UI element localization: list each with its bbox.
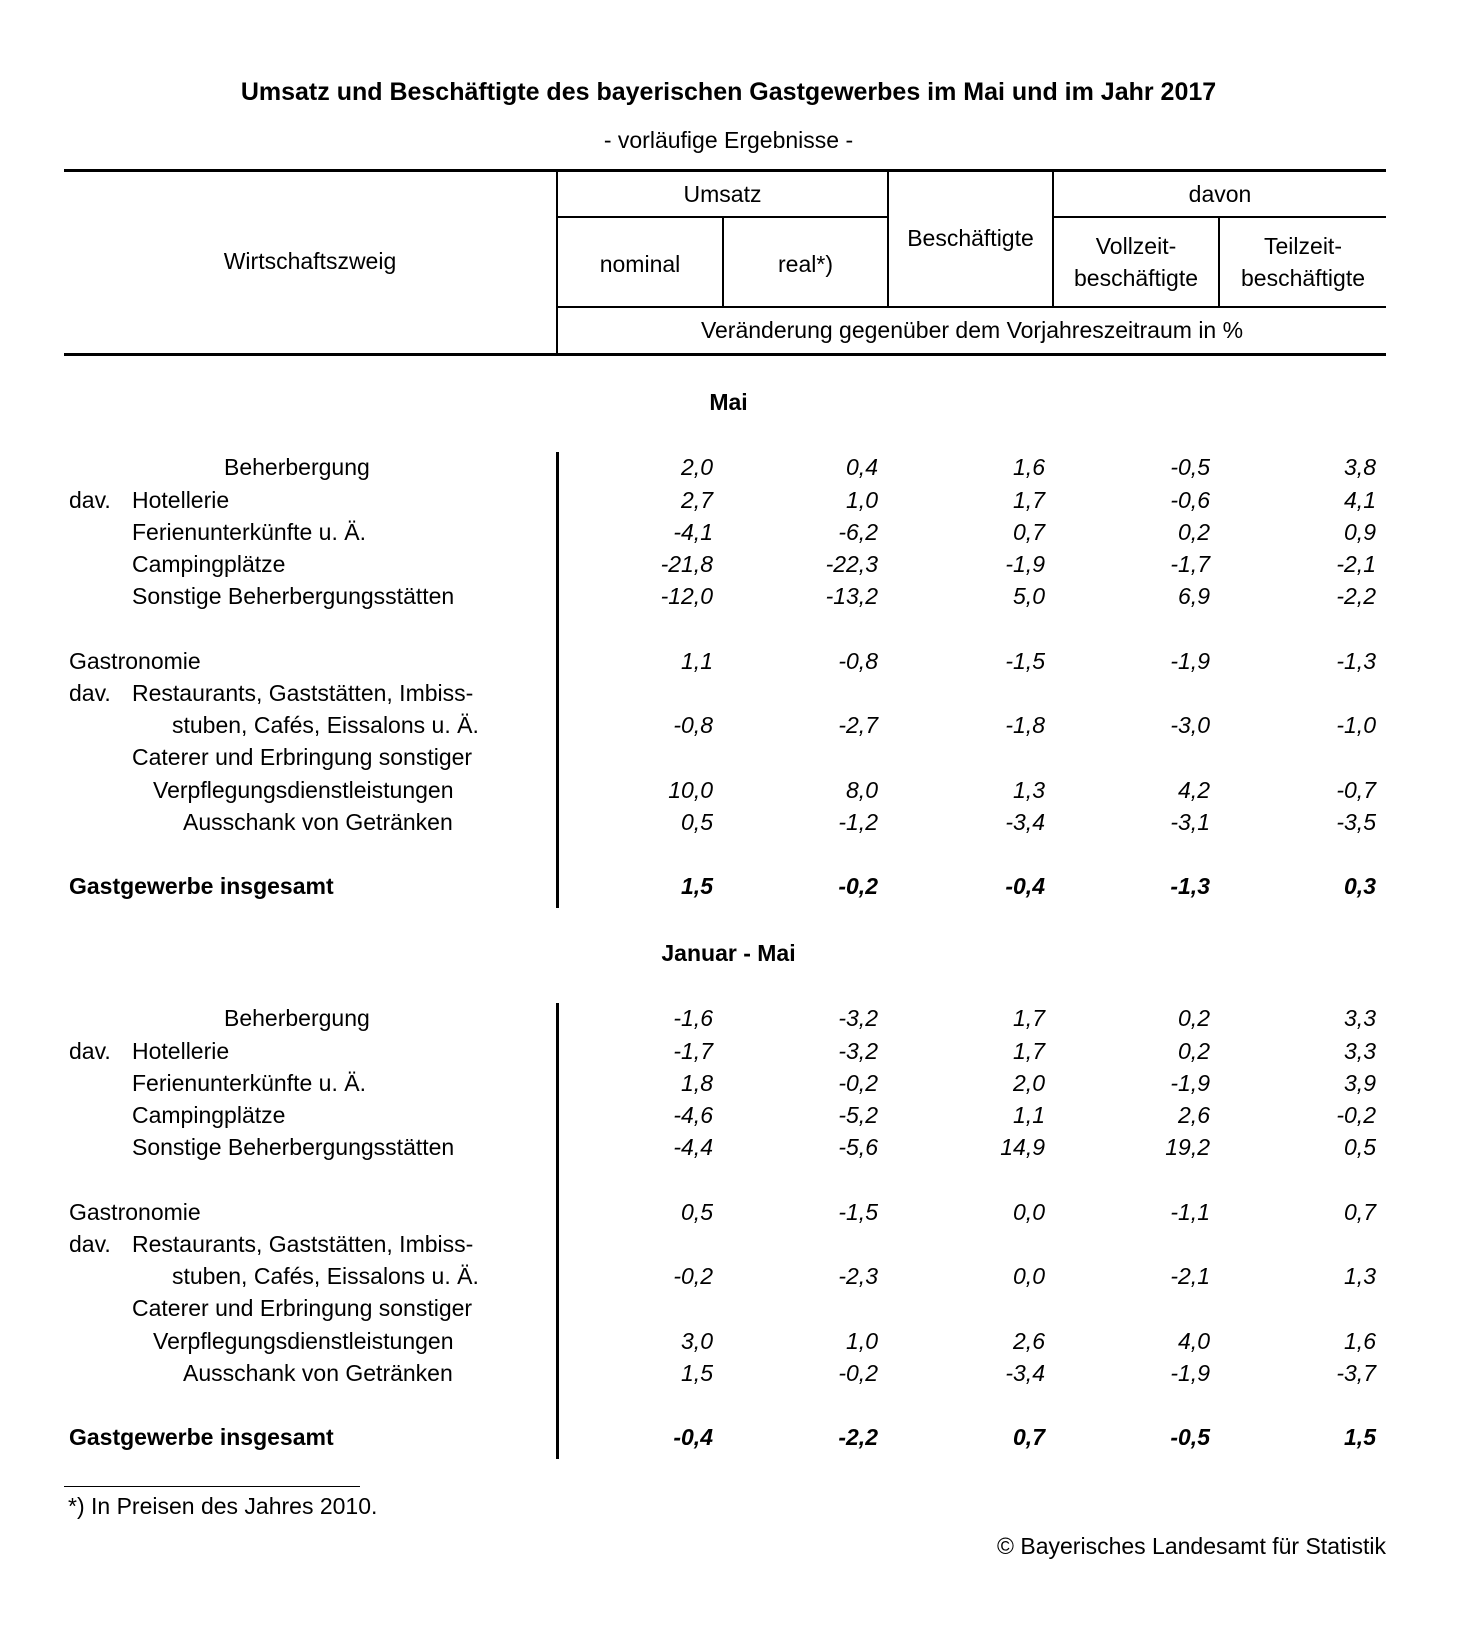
cell-value: -3,5: [1336, 809, 1376, 835]
cell-value: -0,7: [1336, 777, 1376, 803]
cell-value: 3,3: [1344, 1038, 1376, 1064]
cell-value: -1,7: [1170, 551, 1210, 577]
cell-value: 0,5: [681, 809, 713, 835]
cell-value: -3,2: [838, 1038, 878, 1064]
cell-value: 19,2: [1165, 1134, 1210, 1160]
cell-value-total: -1,3: [1170, 873, 1210, 899]
cell-value: -1,0: [1336, 712, 1376, 738]
header-vollzeit-line2: beschäftigte: [1073, 265, 1199, 291]
row-prefix: dav.: [69, 680, 111, 706]
cell-value: 1,6: [1344, 1328, 1376, 1354]
row-label: Ferienunterkünfte u. Ä.: [132, 1070, 366, 1096]
section-heading-mai: Mai: [709, 389, 748, 415]
row-label: Restaurants, Gaststätten, Imbiss-: [132, 1231, 474, 1257]
cell-value-total: -0,4: [673, 1424, 713, 1450]
cell-value: 1,8: [681, 1070, 713, 1096]
row-label: Hotellerie: [132, 1038, 230, 1064]
cell-value: -2,3: [838, 1263, 878, 1289]
cell-value: -1,9: [1170, 1070, 1210, 1096]
header-sector: Wirtschaftszweig: [223, 248, 397, 274]
header-unit: Veränderung gegenüber dem Vorjahreszeitraum in %: [700, 317, 1244, 343]
cell-value: -6,2: [838, 519, 878, 545]
cell-value: 3,3: [1344, 1005, 1376, 1031]
cell-value: 1,0: [846, 487, 878, 513]
cell-value: -13,2: [825, 583, 878, 609]
header-bottom-rule: [64, 353, 1386, 356]
cell-value: 0,2: [1178, 519, 1210, 545]
cell-value-total: -0,4: [1005, 873, 1045, 899]
cell-value: -4,6: [673, 1102, 713, 1128]
cell-value: 6,9: [1178, 583, 1210, 609]
cell-value-total: 0,7: [1013, 1424, 1045, 1450]
cell-value: 1,6: [1013, 454, 1045, 480]
cell-value: -0,2: [838, 1070, 878, 1096]
cell-value: -1,9: [1005, 551, 1045, 577]
page-subtitle: - vorläufige Ergebnisse -: [603, 127, 854, 153]
cell-value: 1,0: [846, 1328, 878, 1354]
cell-value: -3,4: [1005, 1360, 1045, 1386]
row-prefix: dav.: [69, 1038, 111, 1064]
cell-value: 4,0: [1178, 1328, 1210, 1354]
cell-value: -3,1: [1170, 809, 1210, 835]
cell-value: -1,9: [1170, 1360, 1210, 1386]
header-umsatz: Umsatz: [683, 181, 762, 207]
cell-value: 3,0: [681, 1328, 713, 1354]
cell-value-total: 1,5: [1344, 1424, 1376, 1450]
row-label: Gastronomie: [69, 648, 201, 674]
cell-value: -2,1: [1170, 1263, 1210, 1289]
cell-value: -5,2: [838, 1102, 878, 1128]
row-label-cont: stuben, Cafés, Eissalons u. Ä.: [172, 712, 479, 738]
cell-value: 0,0: [1013, 1199, 1045, 1225]
body-divider-mai: [556, 452, 559, 908]
cell-value: 1,1: [1013, 1102, 1045, 1128]
cell-value: 0,5: [681, 1199, 713, 1225]
cell-value: -3,0: [1170, 712, 1210, 738]
cell-value: -1,1: [1170, 1199, 1210, 1225]
row-prefix: dav.: [69, 487, 111, 513]
cell-value: -0,8: [838, 648, 878, 674]
section-heading-januar-mai: Januar - Mai: [661, 940, 796, 966]
cell-value: 10,0: [668, 777, 713, 803]
cell-value: 1,3: [1344, 1263, 1376, 1289]
cell-value: 3,8: [1344, 454, 1376, 480]
cell-value: 0,2: [1178, 1005, 1210, 1031]
cell-value-total: -0,5: [1170, 1424, 1210, 1450]
cell-value: -0,2: [1336, 1102, 1376, 1128]
cell-value: -1,6: [673, 1005, 713, 1031]
footnote-rule: [64, 1486, 360, 1487]
cell-value: 0,9: [1344, 519, 1376, 545]
cell-value: 1,3: [1013, 777, 1045, 803]
row-label: Ausschank von Getränken: [183, 809, 453, 835]
page-title: Umsatz und Beschäftigte des bayerischen Gastgewerbes im Mai und im Jahr 2017: [240, 78, 1217, 106]
row-label: Sonstige Beherbergungsstätten: [132, 583, 455, 609]
row-label: Campingplätze: [132, 1102, 286, 1128]
cell-value: 5,0: [1013, 583, 1045, 609]
cell-value: -4,4: [673, 1134, 713, 1160]
cell-value: -1,2: [838, 809, 878, 835]
cell-value: 4,2: [1178, 777, 1210, 803]
row-label: Beherbergung: [224, 454, 370, 480]
cell-value: 2,0: [1013, 1070, 1045, 1096]
row-label-total: Gastgewerbe insgesamt: [69, 1424, 334, 1450]
cell-value: -1,9: [1170, 648, 1210, 674]
cell-value: 0,0: [1013, 1263, 1045, 1289]
cell-value: 0,4: [846, 454, 878, 480]
cell-value: 0,2: [1178, 1038, 1210, 1064]
row-label-cont: stuben, Cafés, Eissalons u. Ä.: [172, 1263, 479, 1289]
cell-value: -2,2: [1336, 583, 1376, 609]
cell-value: -1,3: [1336, 648, 1376, 674]
row-label: Restaurants, Gaststätten, Imbiss-: [132, 680, 474, 706]
header-teilzeit: [1220, 230, 1386, 294]
header-beschaeftigte: Beschäftigte: [907, 225, 1034, 251]
header-vollzeit: [1054, 230, 1218, 294]
cell-value: -5,6: [838, 1134, 878, 1160]
cell-value: 2,6: [1178, 1102, 1210, 1128]
row-label: Gastronomie: [69, 1199, 201, 1225]
cell-value: -2,7: [838, 712, 878, 738]
cell-value: -0,2: [673, 1263, 713, 1289]
cell-value: 1,5: [681, 1360, 713, 1386]
cell-value: 4,1: [1344, 487, 1376, 513]
cell-value: -0,2: [838, 1360, 878, 1386]
row-label-total: Gastgewerbe insgesamt: [69, 873, 334, 899]
cell-value: 0,7: [1013, 519, 1045, 545]
unit-topline: [557, 306, 1386, 308]
cell-value-total: 0,3: [1344, 873, 1376, 899]
copyright: © Bayerisches Landesamt für Statistik: [997, 1533, 1386, 1559]
header-davon: davon: [1188, 181, 1252, 207]
cell-value: 2,6: [1013, 1328, 1045, 1354]
header-real: real*): [778, 251, 833, 277]
cell-value: -3,7: [1336, 1360, 1376, 1386]
cell-value: 14,9: [1000, 1134, 1045, 1160]
cell-value: 1,1: [681, 648, 713, 674]
cell-value: 2,0: [681, 454, 713, 480]
cell-value: 8,0: [846, 777, 878, 803]
cell-value-total: -2,2: [838, 1424, 878, 1450]
cell-value: 2,7: [681, 487, 713, 513]
cell-value: -0,8: [673, 712, 713, 738]
row-prefix: dav.: [69, 1231, 111, 1257]
row-label: Ausschank von Getränken: [183, 1360, 453, 1386]
row-label: Hotellerie: [132, 487, 230, 513]
row-label: Ferienunterkünfte u. Ä.: [132, 519, 366, 545]
cell-value: 1,7: [1013, 1038, 1045, 1064]
table-top-rule: [64, 169, 1386, 172]
cell-value-total: -0,2: [838, 873, 878, 899]
cell-value: -4,1: [673, 519, 713, 545]
row-label-cont: Verpflegungsdienstleistungen: [153, 777, 454, 803]
row-label-cont: Verpflegungsdienstleistungen: [153, 1328, 454, 1354]
row-label: Sonstige Beherbergungsstätten: [132, 1134, 455, 1160]
cell-value: -1,8: [1005, 712, 1045, 738]
cell-value: 1,7: [1013, 487, 1045, 513]
cell-value: 3,9: [1344, 1070, 1376, 1096]
row-label: Caterer und Erbringung sonstiger: [132, 744, 473, 770]
row-label: Caterer und Erbringung sonstiger: [132, 1295, 473, 1321]
cell-value-total: 1,5: [681, 873, 713, 899]
cell-value: -0,6: [1170, 487, 1210, 513]
header-teilzeit-line2: beschäftigte: [1240, 265, 1366, 291]
cell-value: -22,3: [825, 551, 878, 577]
cell-value: -3,2: [838, 1005, 878, 1031]
row-label: Campingplätze: [132, 551, 286, 577]
cell-value: 1,7: [1013, 1005, 1045, 1031]
cell-value: -21,8: [660, 551, 713, 577]
cell-value: 0,5: [1344, 1134, 1376, 1160]
footnote: *) In Preisen des Jahres 2010.: [68, 1493, 378, 1519]
cell-value: -1,5: [838, 1199, 878, 1225]
cell-value: -1,5: [1005, 648, 1045, 674]
header-vollzeit-line1: Vollzeit-: [1095, 233, 1177, 259]
cell-value: -2,1: [1336, 551, 1376, 577]
header-teilzeit-line1: Teilzeit-: [1264, 233, 1342, 259]
cell-value: -0,5: [1170, 454, 1210, 480]
row-label: Beherbergung: [224, 1005, 370, 1031]
body-divider-januar-mai: [556, 1003, 559, 1459]
cell-value: -1,7: [673, 1038, 713, 1064]
cell-value: 0,7: [1344, 1199, 1376, 1225]
cell-value: -3,4: [1005, 809, 1045, 835]
cell-value: -12,0: [660, 583, 713, 609]
header-nominal: nominal: [599, 251, 681, 277]
